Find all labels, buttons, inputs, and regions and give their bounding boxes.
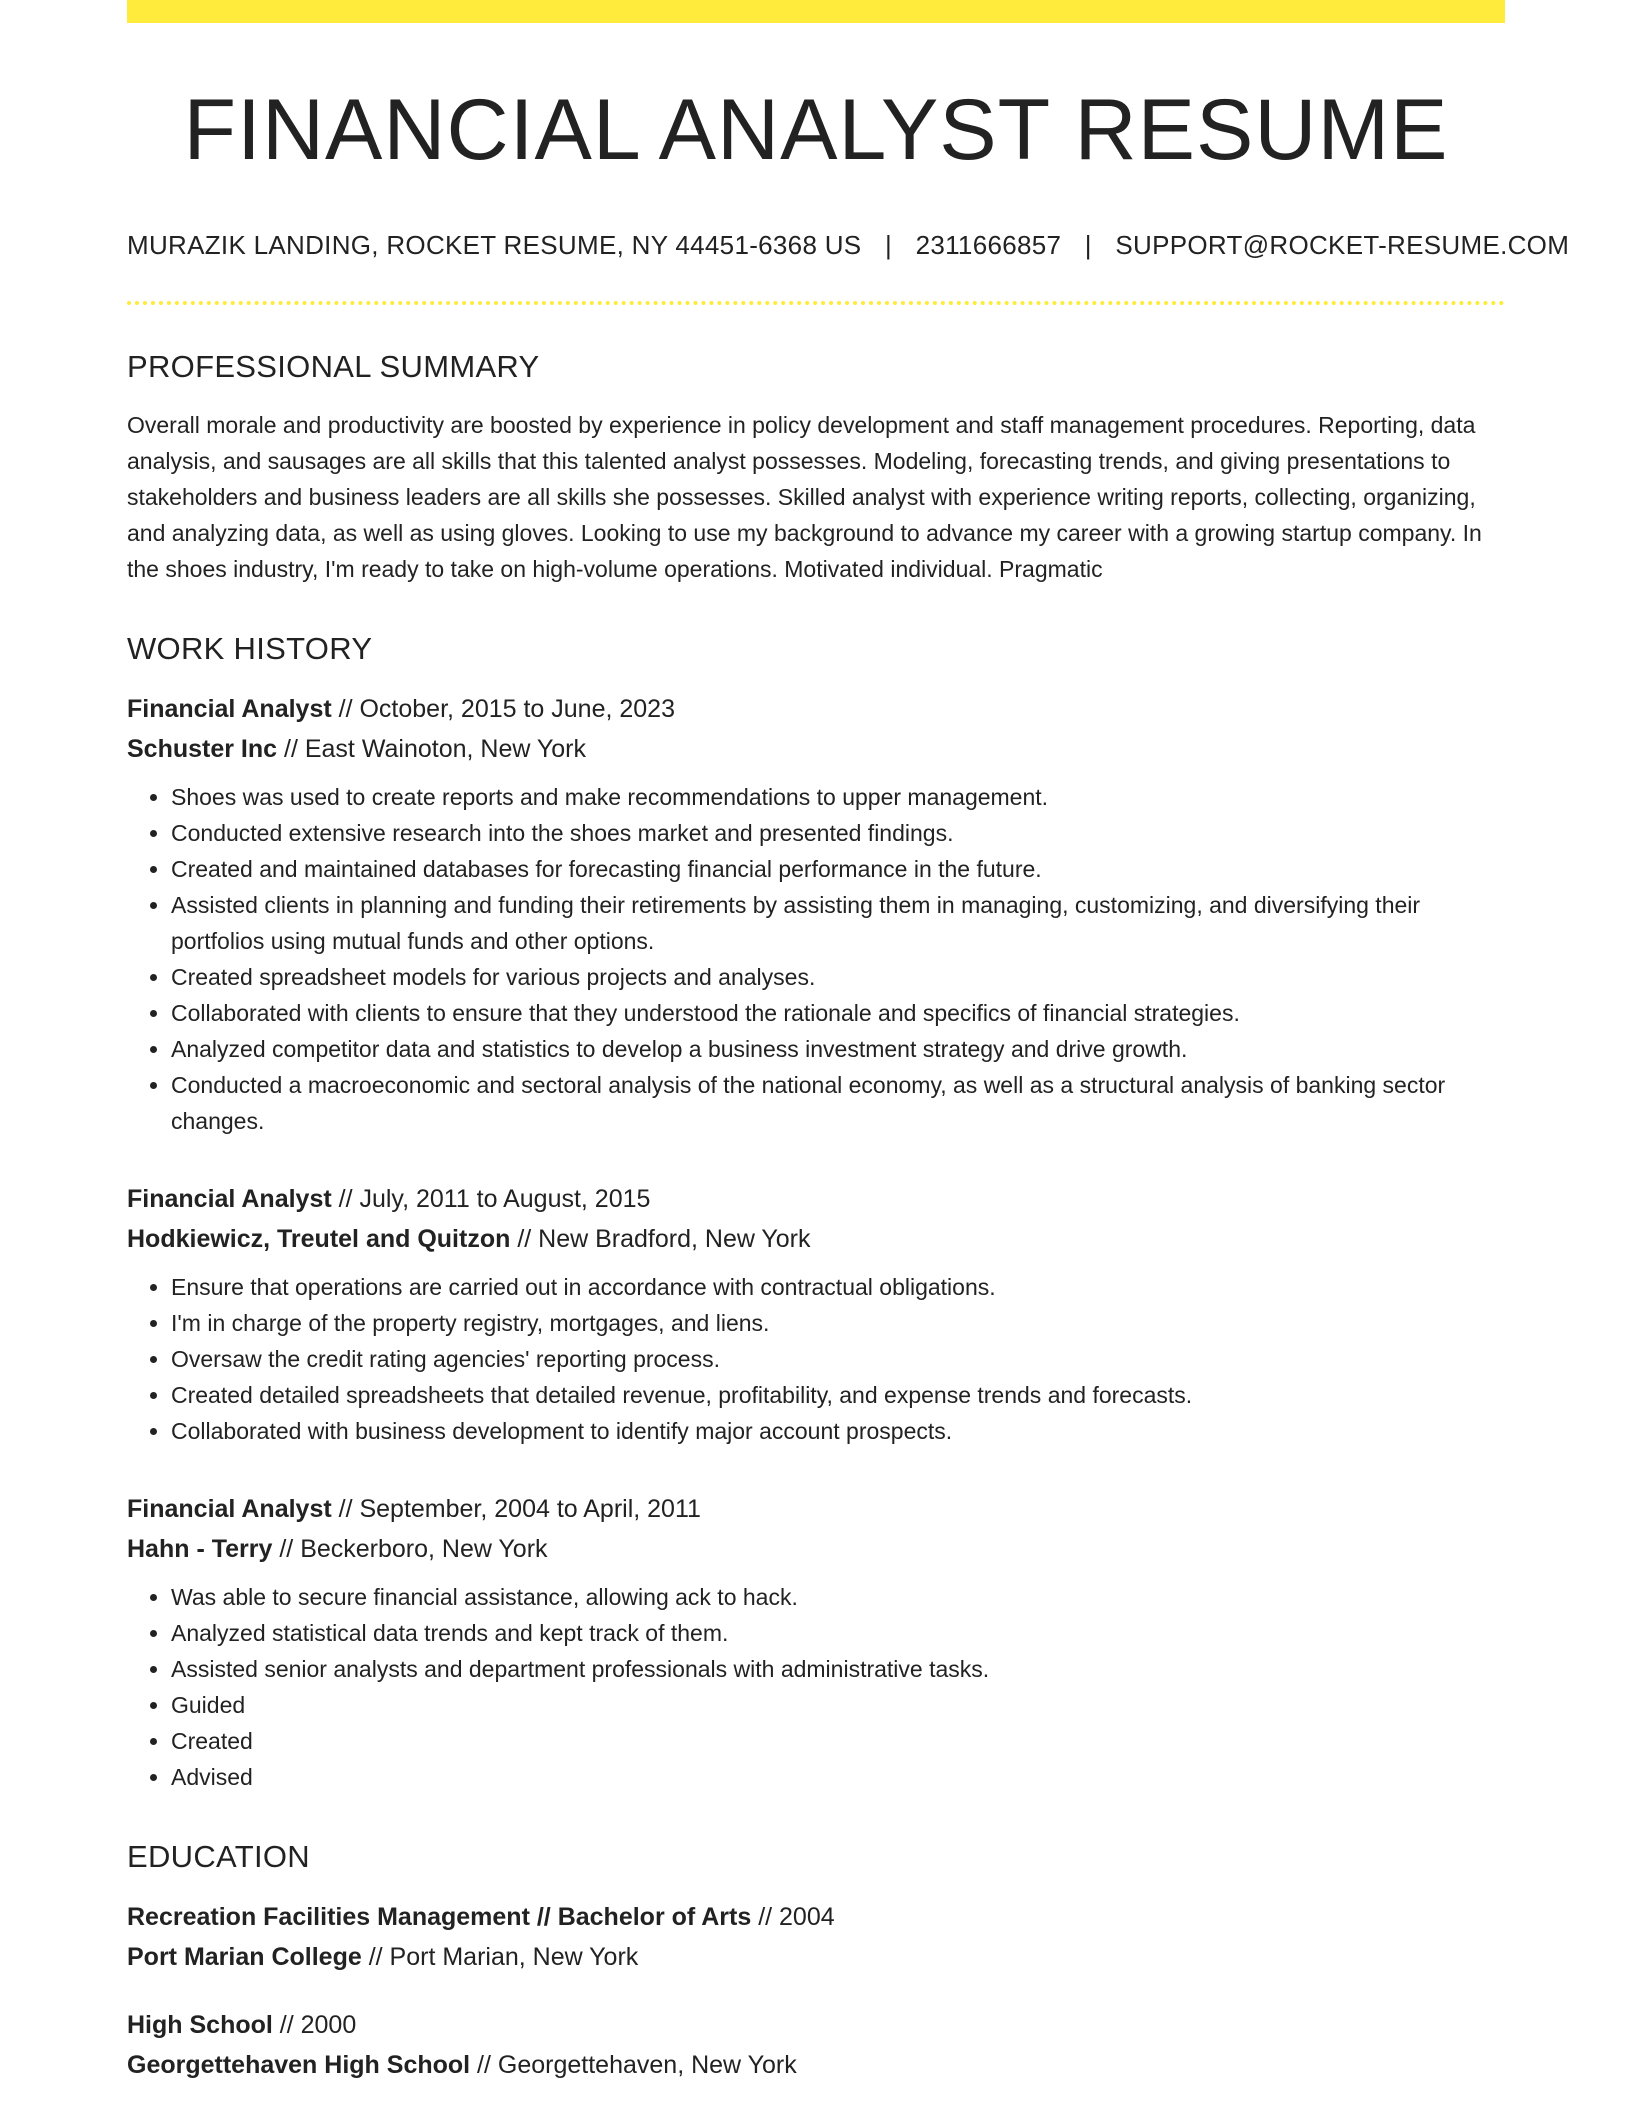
top-accent-bar: [127, 0, 1505, 23]
job-bullet-list: [127, 1579, 1505, 1795]
job-entry: [127, 1489, 1505, 1795]
school-line: [127, 2045, 1505, 2085]
job-bullet: • Conducted a macroeconomic and sectoral analysis of the national economy, as well as a structural analysis of banking sector changes.: [171, 1067, 1505, 1139]
education-section: [127, 1839, 1505, 2085]
resume-title: FINANCIAL ANALYST RESUME: [183, 82, 1449, 178]
job-title: Financial Analyst: [127, 1494, 332, 1523]
job-bullet: • Ensure that operations are carried out in accordance with contractual obligations.: [171, 1269, 1505, 1305]
school-name: Port Marian College: [127, 1942, 362, 1971]
dotted-divider: [127, 301, 1505, 305]
degree-name: Recreation Facilities Management // Bachelor of Arts: [127, 1902, 752, 1931]
job-company: Hahn - Terry: [127, 1534, 273, 1563]
job-bullet: • Assisted clients in planning and funding their retirements by assisting them in managing, customizing, and diversifying their portfolios using mutual funds and other options.: [171, 887, 1505, 959]
job-entry: [127, 1179, 1505, 1449]
job-dates: // July, 2011 to August, 2015: [331, 1184, 651, 1213]
work-history-section: [127, 631, 1505, 1795]
school-location: // Georgettehaven, New York: [470, 2050, 797, 2079]
job-bullet: • Created and maintained databases for forecasting financial performance in the future.: [171, 851, 1505, 887]
job-bullet: • Advised: [171, 1759, 1505, 1795]
school-line: [127, 1937, 1505, 1977]
job-title: Financial Analyst: [127, 1184, 332, 1213]
job-location: // Beckerboro, New York: [272, 1534, 548, 1563]
job-dates: // October, 2015 to June, 2023: [331, 694, 675, 723]
school-name: Georgettehaven High School: [127, 2050, 471, 2079]
job-bullet: • Was able to secure financial assistance, allowing ack to hack.: [171, 1579, 1505, 1615]
job-bullet: • Created detailed spreadsheets that detailed revenue, profitability, and expense trends and forecasts.: [171, 1377, 1505, 1413]
job-company: Hodkiewicz, Treutel and Quitzon: [127, 1224, 511, 1253]
job-bullet: • Created spreadsheet models for various projects and analyses.: [171, 959, 1505, 995]
degree-year: // 2004: [751, 1902, 835, 1931]
job-entry: [127, 689, 1505, 1139]
resume-page: [127, 0, 1570, 2113]
job-bullet: • Assisted senior analysts and department professionals with administrative tasks.: [171, 1651, 1505, 1687]
section-heading-summary: PROFESSIONAL SUMMARY: [127, 348, 540, 384]
summary-text: Overall morale and productivity are boosted by experience in policy development and staff management procedures. Reporting, data analysis, and sausages are all skills that this talented analyst possesses. Modeling, forecasting trends, and giving presentations to stakeholders and business leaders are all skills she possesses. Skilled analyst with experience writing reports, collecting, organizing, and analyzing data, as well as using gloves. Looking to use my background to advance my career with a growing startup company. In the shoes industry, I'm ready to take on high-volume operations. Motivated individual. Pragmatic: [127, 411, 1482, 582]
job-bullet-list: [127, 779, 1505, 1139]
job-bullet: • Analyzed competitor data and statistics to develop a business investment strategy and drive growth.: [171, 1031, 1505, 1067]
job-title-line: [127, 689, 1505, 729]
job-company-line: [127, 1529, 1505, 1569]
job-bullet: • Oversaw the credit rating agencies' reporting process.: [171, 1341, 1505, 1377]
job-bullet: • Collaborated with clients to ensure that they understood the rationale and specifics of financial strategies.: [171, 995, 1505, 1031]
degree-name: High School: [127, 2010, 273, 2039]
school-location: // Port Marian, New York: [361, 1942, 639, 1971]
degree-year: // 2000: [272, 2010, 357, 2039]
job-bullet-list: [127, 1269, 1505, 1449]
job-bullet: • Created: [171, 1723, 1505, 1759]
job-bullet: • Shoes was used to create reports and make recommendations to upper management.: [171, 779, 1505, 815]
job-title-line: [127, 1179, 1505, 1219]
job-location: // New Bradford, New York: [510, 1224, 811, 1253]
education-entry: [127, 2005, 1505, 2085]
job-bullet: • Guided: [171, 1687, 1505, 1723]
job-bullet: • I'm in charge of the property registry, mortgages, and liens.: [171, 1305, 1505, 1341]
degree-line: [127, 1897, 1505, 1937]
job-bullet: • Collaborated with business development to identify major account prospects.: [171, 1413, 1505, 1449]
job-title-line: [127, 1489, 1505, 1529]
education-entry: [127, 1897, 1505, 1977]
degree-line: [127, 2005, 1505, 2045]
job-company-line: [127, 729, 1505, 769]
job-bullet: • Analyzed statistical data trends and kept track of them.: [171, 1615, 1505, 1651]
contact-email: SUPPORT@ROCKET-RESUME.COM: [1115, 229, 1570, 260]
contact-address: MURAZIK LANDING, ROCKET RESUME, NY 44451-6368 US: [127, 229, 862, 260]
job-company: Schuster Inc: [127, 734, 278, 763]
summary-section: [127, 349, 1505, 587]
job-location: // East Wainoton, New York: [277, 734, 587, 763]
contact-separator: |: [884, 229, 893, 260]
job-dates: // September, 2004 to April, 2011: [331, 1494, 701, 1523]
job-title: Financial Analyst: [127, 694, 332, 723]
contact-separator: |: [1084, 229, 1092, 260]
contact-line: [127, 229, 1570, 261]
section-heading-work-history: WORK HISTORY: [127, 630, 373, 666]
contact-phone: 2311666857: [915, 229, 1062, 260]
job-company-line: [127, 1219, 1505, 1259]
section-heading-education: EDUCATION: [127, 1838, 310, 1874]
job-bullet: • Conducted extensive research into the shoes market and presented findings.: [171, 815, 1505, 851]
